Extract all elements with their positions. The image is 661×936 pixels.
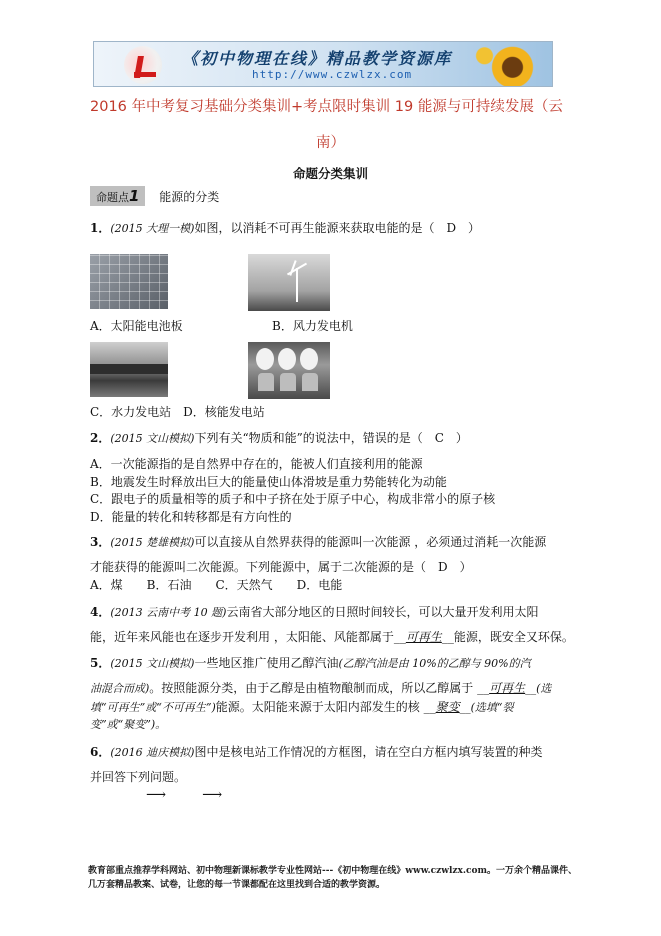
question-5-stem-line4: 变”或“聚变”)。 [90,718,167,731]
solar-panel-image [90,254,168,309]
question-6-stem-cont: 并回答下列问题。 [90,770,187,784]
question-3-stem-cont: 才能获得的能源叫二次能源。下列能源中，属于二次能源的是（ D ） [90,560,472,574]
arrow-right-icon: ⟶ [202,787,223,803]
hydro-station-image [90,342,168,397]
header-banner [93,41,553,87]
question-2-option-a: A．一次能源指的是自然界中存在的，能被人们直接利用的能源 [90,457,423,471]
question-1-stem: 1．(2015 大理一模)如图，以消耗不可再生能源来获取电能的是（ D ） [90,221,481,235]
question-4-stem: 4．(2013 云南中考 10 题)云南省大部分地区的日照时间较长，可以大量开发利用太阳 [90,605,539,619]
question-6-stem: 6．(2016 迪庆模拟)图中是核电站工作情况的方框图，请在空白方框内填写装置的种类 [90,745,543,759]
question-5-stem: 5．(2015 文山模拟)一些地区推广使用乙醇汽油(乙醇汽油是由 10%的乙醇与 90%的汽 [90,656,531,670]
banner-url[interactable]: http://www.czwlzx.com [252,68,413,81]
answer-blank: 可再生 [405,630,442,644]
flow-diagram-arrows [146,787,258,803]
document-title: 2016 年中考复习基础分类集训+考点限时集训 19 能源与可持续发展（云 [90,99,563,115]
question-1-option-cd: C．水力发电站 D．核能发电站 [90,405,265,419]
answer-blank: 聚变 [435,700,460,714]
footer-line-1: 教育部重点推荐学科网站、初中物理新课标教学专业性网站---《初中物理在线》www.czwlzx.com。一万余个精品课件、 [88,866,578,876]
answer-blank: 可再生 [489,681,526,695]
document-title-cont: 南） [316,135,345,151]
nuclear-plant-image [248,342,330,399]
topic-point-1 [90,186,219,206]
banner-title: 《初中物理在线》精品教学资源库 [182,49,453,68]
question-2-option-c: C．跟电子的质量相等的质子和中子挤在处于原子中心，构成非常小的原子核 [90,492,496,506]
footer-line-2: 几万套精品教案、试卷，让您的每一节课都配在这里找到合适的教学资源。 [88,880,386,890]
question-1-option-b: B．风力发电机 [272,319,353,333]
question-4-stem-cont: 能，近年来风能也在逐步开发利用 ，太阳能、风能都属于__可再生__能源，既安全又环保。 [90,630,574,644]
question-5-stem-line3: 填“可再生”或“不可再生”)能源。太阳能来源于太阳内部发生的核 __聚变__(选填“裂 [90,700,514,714]
question-1-option-a: A．太阳能电池板 [90,319,183,333]
site-logo [124,46,162,84]
question-3-options: A．煤 B．石油 C．天然气 D．电能 [90,578,343,592]
page-footer [88,864,588,892]
section-heading: 命题分类集训 [292,166,368,181]
wind-turbine-image [248,254,330,311]
question-2-stem: 2．(2015 文山模拟)下列有关“物质和能”的说法中，错误的是（ C ） [90,431,468,445]
question-5-stem-line2: 油混合而成)。按照能源分类，由于乙醇是由植物酿制而成，所以乙醇属于 __可再生__(选 [90,681,552,695]
sunflower-icon [474,42,544,87]
question-2-option-d: D．能量的转化和转移都是有方向性的 [90,510,292,524]
question-3-stem: 3．(2015 楚雄模拟)可以直接从自然界获得的能源叫一次能源 ，必须通过消耗一次能源 [90,535,547,549]
topic-tag: 命题点1 [90,186,145,206]
topic-title: 能源的分类 [159,190,220,204]
arrow-right-icon: ⟶ [146,787,167,803]
question-2-option-b: B．地震发生时释放出巨大的能量使山体滑坡是重力势能转化为动能 [90,475,447,489]
